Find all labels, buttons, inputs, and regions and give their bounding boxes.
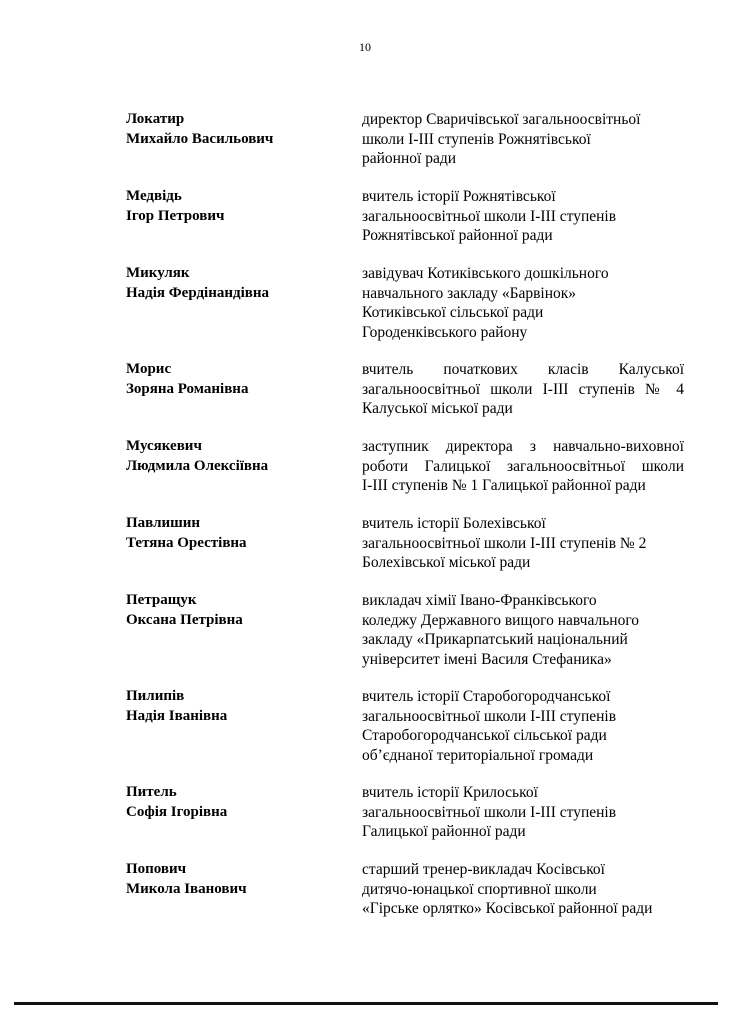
description-line: загальноосвітньої школи І-ІІІ ступенів № 2 (362, 534, 647, 552)
description-line: старший тренер-викладач Косівської (362, 861, 605, 878)
description-line: вчитель історії Крилоської (362, 784, 538, 801)
person-name (126, 437, 346, 476)
position-description (362, 264, 684, 342)
description-line: вчитель історії Болехівської (362, 515, 546, 532)
description-line: районної ради (362, 150, 457, 167)
surname: Микуляк (126, 265, 190, 281)
person-name (126, 110, 346, 149)
given-name: Людмила Олексіївна (126, 457, 269, 474)
description-line: Котиківської сільської ради (362, 304, 544, 321)
surname: Пилипів (126, 688, 185, 704)
description-line: закладу «Прикарпатський національний (362, 631, 628, 648)
given-name: Софія Ігорівна (126, 803, 228, 820)
page-number: 10 (359, 40, 371, 54)
given-name: Микола Іванович (126, 880, 247, 897)
description-line: Городенківського району (362, 323, 528, 341)
description-line: І-ІІІ ступенів № 1 Галицької районної ради (362, 477, 646, 494)
given-name: Оксана Петрівна (126, 611, 243, 628)
description-line: дитячо-юнацької спортивної школи (362, 880, 597, 898)
position-description (362, 187, 684, 246)
description-line: Рожнятівської районної ради (362, 227, 553, 244)
description-line: школи І-ІІІ ступенів Рожнятівської (362, 130, 591, 148)
person-name (126, 514, 346, 553)
description-line: Болехівської міської ради (362, 554, 531, 571)
description-line: коледжу Державного вищого навчального (362, 611, 640, 629)
surname: Локатир (126, 111, 185, 127)
position-description (362, 514, 684, 573)
person-name (126, 360, 346, 399)
description-line: Галицької районної ради (362, 823, 526, 840)
given-name: Надія Іванівна (126, 707, 228, 724)
surname: Морис (126, 361, 172, 377)
surname: Мусякевич (126, 438, 202, 454)
description-line: вчитель початкових класів Калуської (362, 361, 684, 378)
position-description (362, 783, 684, 842)
given-name: Надія Фердінандівна (126, 284, 270, 301)
description-line: загальноосвітньої школи І-ІІІ ступенів (362, 707, 617, 725)
description-line: заступник директора з навчально-виховної (362, 438, 684, 455)
person-name (126, 591, 346, 630)
surname: Петращук (126, 592, 197, 608)
description-line: завідувач Котиківського дошкільного (362, 265, 609, 282)
given-name: Михайло Васильович (126, 130, 274, 147)
person-name (126, 783, 346, 822)
given-name: Тетяна Орестівна (126, 534, 247, 551)
position-description (362, 437, 684, 496)
position-description (362, 591, 684, 669)
position-description (362, 110, 684, 169)
description-line: Старобогородчанської сільської ради (362, 727, 607, 744)
description-line: Калуської міської ради (362, 400, 513, 417)
description-line: університет імені Василя Стефаника» (362, 650, 612, 668)
description-line: загальноосвітньої школи І-ІІІ ступенів (362, 207, 617, 225)
bottom-rule (14, 1002, 718, 1005)
description-line: вчитель історії Рожнятівської (362, 188, 556, 205)
person-name (126, 687, 346, 726)
person-name (126, 264, 346, 303)
description-line: об’єднаної територіальної громади (362, 746, 594, 764)
description-line: загальноосвітньої школи І-ІІІ ступенів № 4 (362, 380, 684, 398)
given-name: Ігор Петрович (126, 207, 225, 224)
position-description (362, 687, 684, 765)
surname: Питель (126, 784, 177, 800)
description-line: директор Сваричівської загальноосвітньої (362, 111, 641, 128)
description-line: «Гірське орлятко» Косівської районної ради (362, 900, 653, 917)
position-description (362, 360, 684, 419)
description-line: навчального закладу «Барвінок» (362, 284, 577, 302)
description-line: вчитель історії Старобогородчанської (362, 688, 611, 705)
person-name (126, 187, 346, 226)
surname: Медвідь (126, 188, 182, 204)
surname: Попович (126, 861, 187, 877)
description-line: викладач хімії Івано-Франківського (362, 592, 597, 609)
position-description (362, 860, 684, 919)
given-name: Зоряна Романівна (126, 380, 249, 397)
description-line: роботи Галицької загальноосвітньої школи (362, 457, 684, 475)
surname: Павлишин (126, 515, 201, 531)
description-line: загальноосвітньої школи І-ІІІ ступенів (362, 803, 617, 821)
person-name (126, 860, 346, 899)
